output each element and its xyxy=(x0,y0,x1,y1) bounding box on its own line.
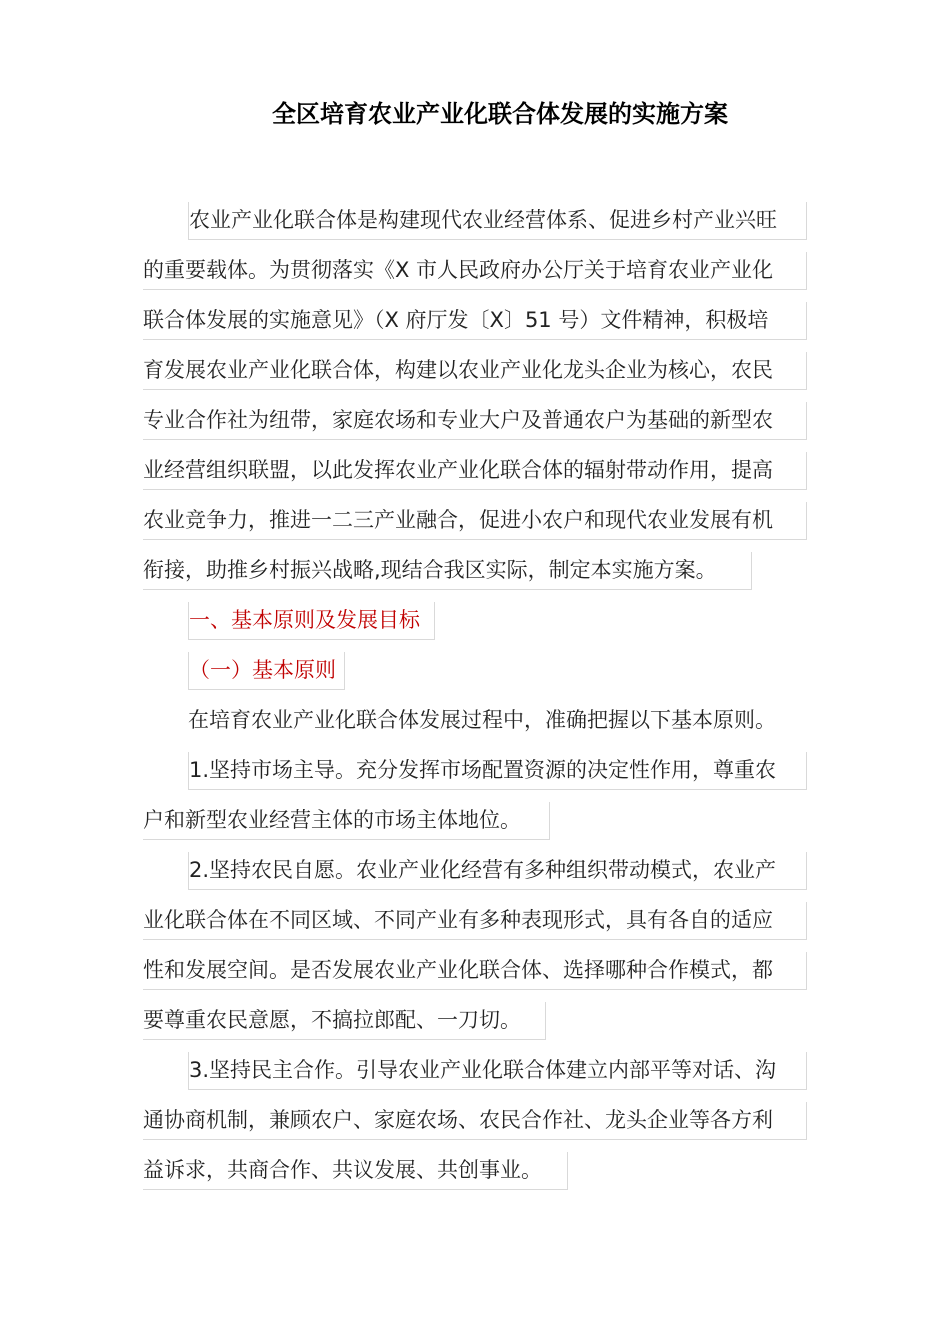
paragraph-line: 户和新型农业经营主体的市场主体地位。 xyxy=(143,802,550,840)
paragraph-line: 农业产业化联合体是构建现代农业经营体系、促进乡村产业兴旺 xyxy=(188,202,807,240)
paragraph-line: 在培育农业产业化联合体发展过程中，准确把握以下基本原则。 xyxy=(188,708,776,732)
paragraph-line: 益诉求，共商合作、共议发展、共创事业。 xyxy=(143,1152,568,1190)
paragraph-line: 业化联合体在不同区域、不同产业有多种表现形式，具有各自的适应 xyxy=(143,902,807,940)
paragraph-line: 2.坚持农民自愿。农业产业化经营有多种组织带动模式，农业产 xyxy=(188,852,807,890)
paragraph-line: 联合体发展的实施意见》（X 府厅发〔X〕51 号）文件精神，积极培 xyxy=(143,302,807,340)
document-title: 全区培育农业产业化联合体发展的实施方案 xyxy=(272,100,728,128)
paragraph-line: 性和发展空间。是否发展农业产业化联合体、选择哪种合作模式，都 xyxy=(143,952,807,990)
subsection-heading: （一）基本原则 xyxy=(188,652,345,690)
paragraph-line: 3.坚持民主合作。引导农业产业化联合体建立内部平等对话、沟 xyxy=(188,1052,807,1090)
paragraph-line: 专业合作社为纽带，家庭农场和专业大户及普通农户为基础的新型农 xyxy=(143,402,807,440)
section-heading: 一、基本原则及发展目标 xyxy=(188,602,435,640)
paragraph-line: 通协商机制，兼顾农户、家庭农场、农民合作社、龙头企业等各方利 xyxy=(143,1102,807,1140)
paragraph-line: 农业竞争力，推进一二三产业融合，促进小农户和现代农业发展有机 xyxy=(143,502,807,540)
paragraph-line: 衔接，助推乡村振兴战略,现结合我区实际，制定本实施方案。 xyxy=(143,552,752,590)
paragraph-line: 要尊重农民意愿，不搞拉郎配、一刀切。 xyxy=(143,1002,546,1040)
paragraph-line: 育发展农业产业化联合体，构建以农业产业化龙头企业为核心，农民 xyxy=(143,352,807,390)
paragraph-line: 1.坚持市场主导。充分发挥市场配置资源的决定性作用，尊重农 xyxy=(188,752,807,790)
paragraph-line: 业经营组织联盟，以此发挥农业产业化联合体的辐射带动作用，提高 xyxy=(143,452,807,490)
paragraph-line: 的重要载体。为贯彻落实《X 市人民政府办公厅关于培育农业产业化 xyxy=(143,252,807,290)
